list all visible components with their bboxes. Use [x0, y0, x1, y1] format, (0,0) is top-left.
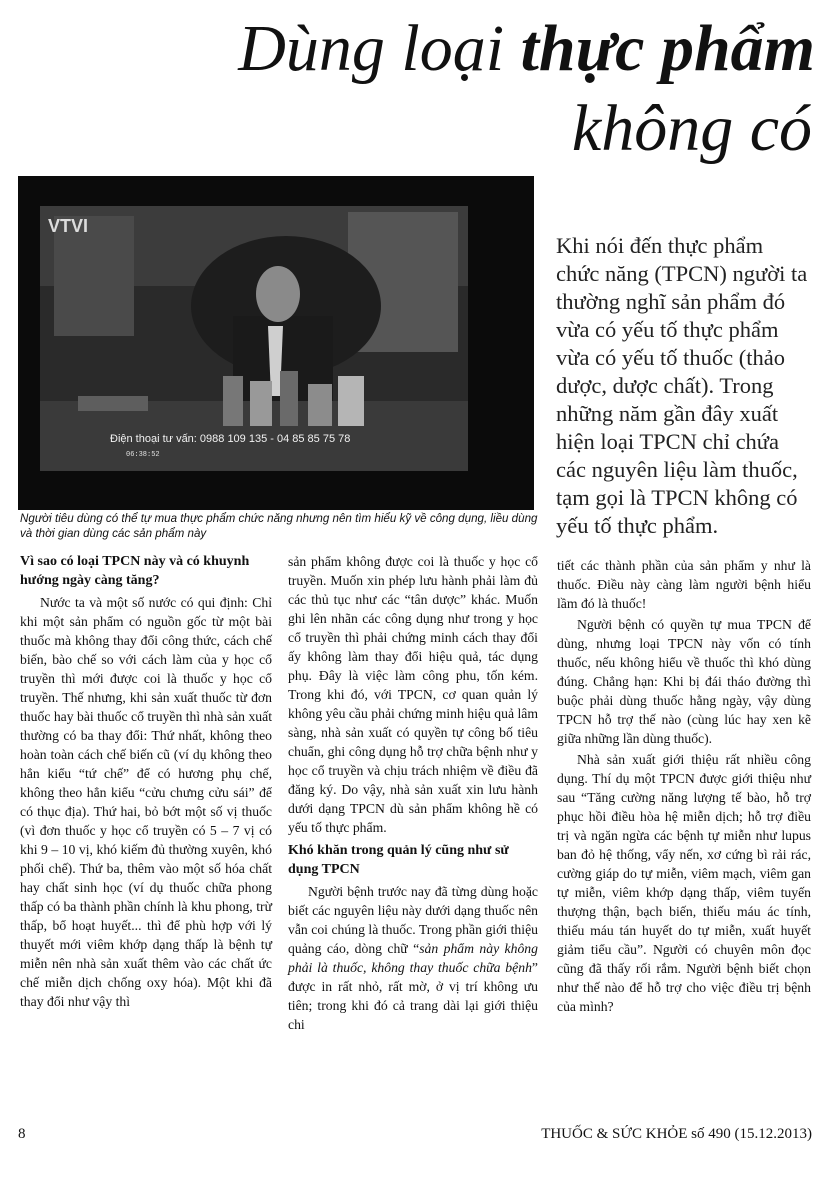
page-number: 8: [18, 1126, 26, 1142]
col2-p2-emphasis: sản phẩm này không phải là thuốc, không thay thuốc chữa bệnh: [288, 941, 538, 975]
col1-paragraph: Nước ta và một số nước có qui định: Chỉ khi một sản phẩm có nguồn gốc từ một bài thuốc mà không thay đổi công thức, cách chế biến, bào chế so với cách làm của y học cổ truyền thì mới được coi là thuốc y học cổ truyền. Thế nhưng, khi sản xuất thuốc từ đơn thuốc hay bài thuốc cổ truyền thì nhà sản xuất thường có ba thay đổi: Thứ nhất, không theo hoàn toàn cách chế biến cũ (ví dụ không theo hẳn kiểu “tứ chế” để có hương phụ chế, không theo hẳn kiểu “cửu chưng cửu sái” để có thục địa). Thứ hai, bỏ bớt một số vị thuốc (vì đơn thuốc y học cổ truyền có 5 – 7 vị có khi 9 – 10 vị, khó kiếm đủ thường xuyên, khó phối chế). Thứ ba, thêm vào một số hóa chất hay chất sinh học (ví dụ thuốc chữa phong thấp có ba thành phần chính là khu phong, trừ thấp, bổ hoạt huyết... thì để phù hợp với lý thuyết mới viêm khớp dạng thấp là bệnh tự miễn nên nhà sản xuất thêm vào các chất ức chế miễn dịch chống oxy hóa). Một khi đã thay đổi như vậy thì: [20, 595, 273, 1009]
title-part-1: Dùng loại: [238, 12, 521, 85]
intro-text: Khi nói đến thực phẩm chức năng (TPCN) người ta thường nghĩ sản phẩm đó vừa có yếu tố thực phẩm vừa có yếu tố thuốc (thảo dược, dược chất). Trong những năm gần đây xuất hiện loại TPCN chỉ chứa các nguyên liệu làm thuốc, tạm gọi là TPCN không có yếu tố thực phẩm.: [556, 233, 808, 538]
col3-paragraph-1: tiết các thành phần của sản phẩm y như là thuốc. Điều này càng làm người bệnh hiểu lầm đó là thuốc!: [557, 558, 811, 611]
publication-info: THUỐC & SỨC KHỎE số 490 (15.12.2013): [541, 1126, 812, 1142]
title-part-2: thực phẩm: [520, 12, 815, 85]
article-title-line1: [175, 12, 815, 86]
column-2: [288, 552, 538, 1036]
column-3: [557, 556, 811, 1018]
article-title-line2: không có: [571, 92, 812, 165]
timecode: 06:38:52: [126, 451, 160, 459]
col3-paragraph-3: Nhà sản xuất giới thiệu rất nhiều công dụng. Thí dụ một TPCN được giới thiệu như sau “Tăng cường năng lượng tế bào, hỗ trợ phục hồi điều hòa hệ miễn dịch; hỗ trợ điều trị và ngăn ngừa các bệnh tự miễn như lupus ban đỏ hệ thống, vẩy nến, xơ cứng bì rải rác, cường giáp do tự miễn, viêm mạch, viêm gan tự miễn, viêm khớp dạng thấp, viêm tuyến thượng thận, bạch biến, thiếu máu ác tính, thiếu máu tán huyết do tự miễn, xuất huyết giảm tiểu cầu”. Người có chuyên môn đọc cũng đã thấy rối rắm. Người bệnh biết chọn như thế nào để hỗ trợ cho việc điều trị bệnh của mình?: [557, 752, 811, 1014]
col2-p2-part-a: Người bệnh trước nay đã từng dùng hoặc biết các nguyên liệu này dưới dạng thuốc nên vẫn coi chúng là thuốc. Trong phần giới thiệu quảng cáo, dòng chữ “: [288, 884, 538, 956]
phone-ticker: Điện thoại tư vấn: 0988 109 135 - 04 85 85 75 78: [110, 433, 351, 445]
tv-screenshot-image: [18, 176, 534, 510]
col3-paragraph-2: Người bệnh có quyền tự mua TPCN để dùng, nhưng loại TPCN này vốn có tính thuốc, nếu không hiểu về thuốc thì khó dùng đúng. Chẳng hạn: Khi bị đái tháo đường thì buộc phải dùng thuốc hằng ngày, vậy dùng TPCN hỗ trợ thế nào (cùng lúc hay xen kẽ giữa những lần dùng thuốc).: [557, 617, 811, 746]
photo-caption: Người tiêu dùng có thể tự mua thực phẩm chức năng nhưng nên tìm hiểu kỹ về công dụng, liều dùng và thời gian dùng các sản phẩm này: [20, 512, 538, 540]
column-1: [20, 552, 272, 1013]
col2-paragraph-1: sản phẩm không được coi là thuốc y học cổ truyền. Muốn xin phép lưu hành phải làm đủ các thủ tục như các “tân dược” khác. Muốn ghi lên nhãn các công dụng như trong y học cổ truyền thì phải chứng minh cách thay đổi ấy không làm thay đổi hiệu quả, tác dụng phụ. Đây là việc làm công phu, tốn kém. Trong khi đó, với TPCN, cơ quan quản lý không yêu cầu phải chứng minh hiệu quả lâm sàng, nhà sản xuất có quyền tự công bố tiêu chuẩn, ghi công dụng hỗ trợ chữa bệnh như y học cổ truyền và chịu trách nhiệm về điều đã đăng ký. Do vậy, nhà sản xuất xin lưu hành dưới dạng TPCN dù sản phẩm không hề có yếu tố thực phẩm.: [288, 554, 538, 835]
channel-logo: VTVI: [48, 216, 89, 236]
col2-p2-part-b: ” được in rất nhỏ, rất mờ, ở vị trí không ưu tiên; trong khi đó cả trang dài lại giới thiệu chi: [288, 960, 538, 1032]
section-heading-2: Khó khăn trong quản lý cũng như sử dụng TPCN: [288, 843, 509, 877]
section-heading-1: Vì sao có loại TPCN này và có khuynh hướng ngày càng tăng?: [20, 554, 250, 588]
article-photo: [18, 176, 534, 510]
col2-paragraph-2: [288, 882, 538, 1034]
